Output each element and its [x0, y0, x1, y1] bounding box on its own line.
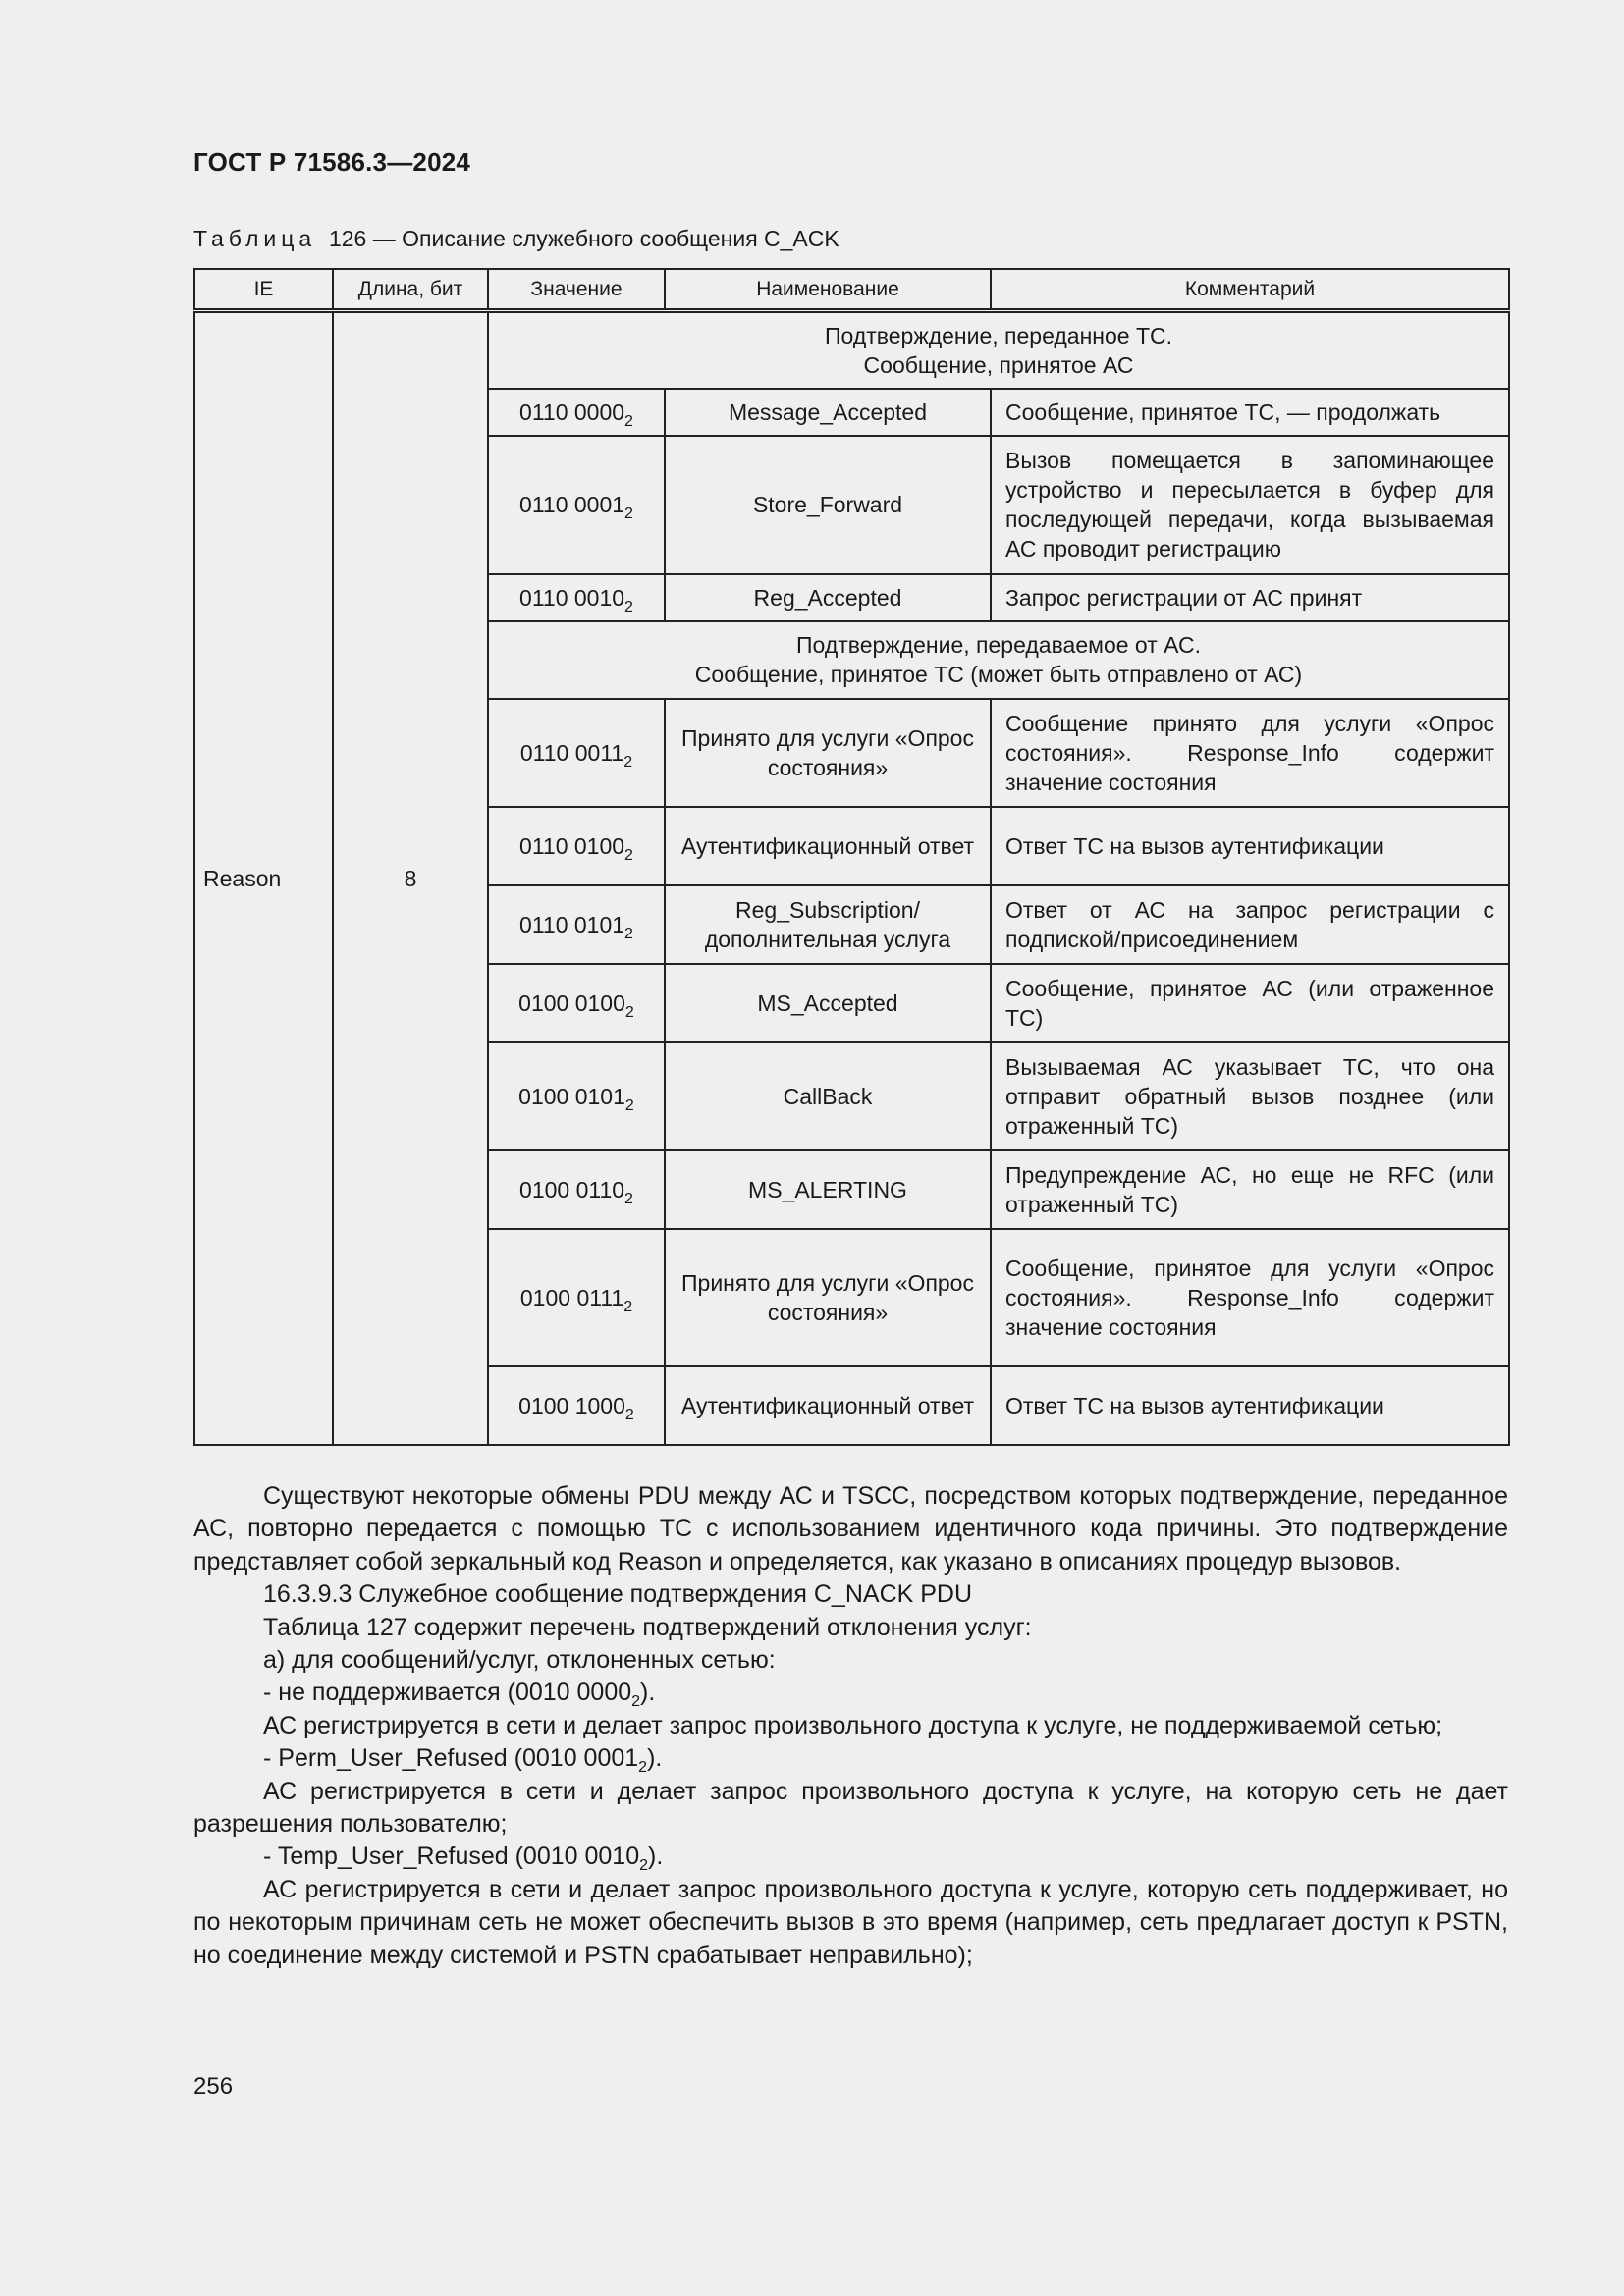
comment-cell: Вызов помещается в запоминающее устройство и пересылается в буфер для последующей передачи, когда вызываемая АС проводит регистрацию	[991, 436, 1509, 574]
section-heading-1	[488, 311, 1509, 389]
value-text: 0110 0011	[519, 739, 624, 766]
value-cell	[488, 964, 665, 1042]
c-ack-table	[193, 268, 1510, 1446]
comment-cell: Сообщение, принятое для услуги «Опрос состояния». Response_Info содержит значение состояния	[991, 1229, 1509, 1366]
value-text: 0100 1000	[518, 1392, 625, 1418]
binary-subscript: 2	[638, 1759, 648, 1777]
column-header-length: Длина, бит	[333, 269, 488, 311]
column-header-value: Значение	[488, 269, 665, 311]
binary-subscript: 2	[624, 412, 633, 430]
binary-subscript: 2	[631, 1693, 641, 1711]
value-text: 0110 0010	[519, 584, 625, 611]
name-cell: Аутентификационный ответ	[665, 1366, 991, 1445]
binary-subscript: 2	[624, 925, 633, 942]
value-text: 0100 0110	[519, 1176, 625, 1202]
value-text: 0100 0101	[518, 1083, 625, 1109]
section-heading-line: Сообщение, принятое ТС (может быть отправлено от АС)	[694, 662, 1303, 687]
value-cell	[488, 1150, 665, 1229]
list-item	[193, 1742, 1508, 1775]
comment-cell: Вызываемая АС указывает ТС, что она отправит обратный вызов позднее (или отраженный ТС)	[991, 1042, 1509, 1150]
list-item-text: - не поддерживается (0010 0000	[263, 1679, 632, 1707]
table-header-row	[194, 269, 1509, 311]
value-text: 0110 0101	[519, 911, 625, 937]
comment-cell: Ответ от АС на запрос регистрации с подпиской/присоединением	[991, 885, 1509, 964]
list-item-end: ).	[647, 1744, 663, 1773]
paragraph: Таблица 127 содержит перечень подтверждений отклонения услуг:	[263, 1613, 1032, 1641]
list-item-end: ).	[640, 1679, 656, 1707]
binary-subscript: 2	[624, 1003, 634, 1021]
value-text: 0110 0000	[519, 399, 625, 425]
value-cell	[488, 1366, 665, 1445]
binary-subscript: 2	[624, 1190, 633, 1207]
document-header: ГОСТ Р 71586.3—2024	[193, 147, 471, 177]
name-cell: Принято для услуги «Опрос состояния»	[665, 699, 991, 807]
paragraph: АС регистрируется в сети и делает запрос произвольного доступа к услуге, на которую сеть не дает разрешения пользователю;	[193, 1777, 1508, 1839]
value-cell	[488, 574, 665, 621]
value-text: 0100 0100	[518, 989, 625, 1016]
binary-subscript: 2	[624, 598, 633, 615]
body-text	[193, 1480, 1508, 1972]
comment-cell: Предупреждение АС, но еще не RFC (или отраженный ТС)	[991, 1150, 1509, 1229]
binary-subscript: 2	[624, 846, 633, 864]
table-caption	[193, 226, 839, 252]
paragraph: АС регистрируется в сети и делает запрос произвольного доступа к услуге, которую сеть поддерживает, но по некоторым причинам сеть не может обеспечить вызов в это время (например, сеть предлагает доступ к PSTN, но соединение между системой и PSTN срабатывает неправильно);	[193, 1875, 1508, 1969]
column-header-comment: Комментарий	[991, 269, 1509, 311]
value-cell	[488, 1042, 665, 1150]
section-row	[194, 311, 1509, 389]
name-cell: MS_Accepted	[665, 964, 991, 1042]
value-cell	[488, 885, 665, 964]
list-item: а) для сообщений/услуг, отклоненных сетью:	[263, 1646, 776, 1675]
binary-subscript: 2	[624, 506, 633, 522]
comment-cell: Запрос регистрации от АС принят	[991, 574, 1509, 621]
binary-subscript: 2	[624, 1406, 634, 1423]
list-item-text: - Perm_User_Refused (0010 0001	[263, 1744, 639, 1773]
value-cell	[488, 1229, 665, 1366]
section-heading-2	[488, 621, 1509, 699]
name-cell: Reg_Subscription/ дополнительная услуга	[665, 885, 991, 964]
ie-cell: Reason	[194, 311, 333, 1445]
comment-cell: Сообщение, принятое АС (или отраженное ТС)	[991, 964, 1509, 1042]
value-text: 0110 0001	[519, 492, 625, 517]
binary-subscript: 2	[624, 1096, 634, 1114]
binary-subscript: 2	[623, 1298, 633, 1315]
binary-subscript: 2	[623, 753, 633, 771]
list-item-text: - Temp_User_Refused (0010 0010	[263, 1842, 640, 1871]
table-caption-text: 126 — Описание служебного сообщения C_ACK	[328, 226, 839, 251]
table-caption-prefix: Таблица	[193, 226, 317, 251]
section-heading: 16.3.9.3 Служебное сообщение подтверждения C_NACK PDU	[263, 1580, 973, 1609]
section-heading-line: Сообщение, принятое АС	[863, 351, 1134, 378]
name-cell: Message_Accepted	[665, 389, 991, 436]
name-cell: Reg_Accepted	[665, 574, 991, 621]
value-text: 0110 0100	[519, 832, 625, 859]
name-cell: MS_ALERTING	[665, 1150, 991, 1229]
section-heading-line: Подтверждение, переданное ТС.	[825, 322, 1172, 348]
page-number: 256	[193, 2073, 234, 2100]
list-item-end: ).	[648, 1842, 664, 1871]
comment-cell: Сообщение, принятое ТС, — продолжать	[991, 389, 1509, 436]
paragraph: Существуют некоторые обмены PDU между АС и TSCC, посредством которых подтверждение, переданное АС, повторно передается с помощью ТС с использованием идентичного кода причины. Это подтверждение представляет собой зеркальный код Reason и определяется, как указано в описаниях процедур вызовов.	[193, 1482, 1508, 1575]
value-cell	[488, 436, 665, 574]
column-header-name: Наименование	[665, 269, 991, 311]
value-cell	[488, 699, 665, 807]
value-cell	[488, 807, 665, 885]
section-heading-line: Подтверждение, передаваемое от АС.	[796, 632, 1201, 658]
list-item	[193, 1677, 1508, 1709]
comment-cell: Сообщение принято для услуги «Опрос состояния». Response_Info содержит значение состояния	[991, 699, 1509, 807]
comment-cell: Ответ ТС на вызов аутентификации	[991, 1366, 1509, 1445]
value-text: 0100 0111	[519, 1284, 624, 1310]
name-cell: Аутентификационный ответ	[665, 807, 991, 885]
comment-cell: Ответ ТС на вызов аутентификации	[991, 807, 1509, 885]
length-cell: 8	[333, 311, 488, 1445]
name-cell: Принято для услуги «Опрос состояния»	[665, 1229, 991, 1366]
name-cell: Store_Forward	[665, 436, 991, 574]
list-item	[193, 1841, 1508, 1873]
value-cell	[488, 389, 665, 436]
binary-subscript: 2	[639, 1857, 649, 1875]
name-cell: CallBack	[665, 1042, 991, 1150]
paragraph: АС регистрируется в сети и делает запрос произвольного доступа к услуге, не поддерживаемой сетью;	[263, 1711, 1443, 1739]
column-header-ie: IE	[194, 269, 333, 311]
